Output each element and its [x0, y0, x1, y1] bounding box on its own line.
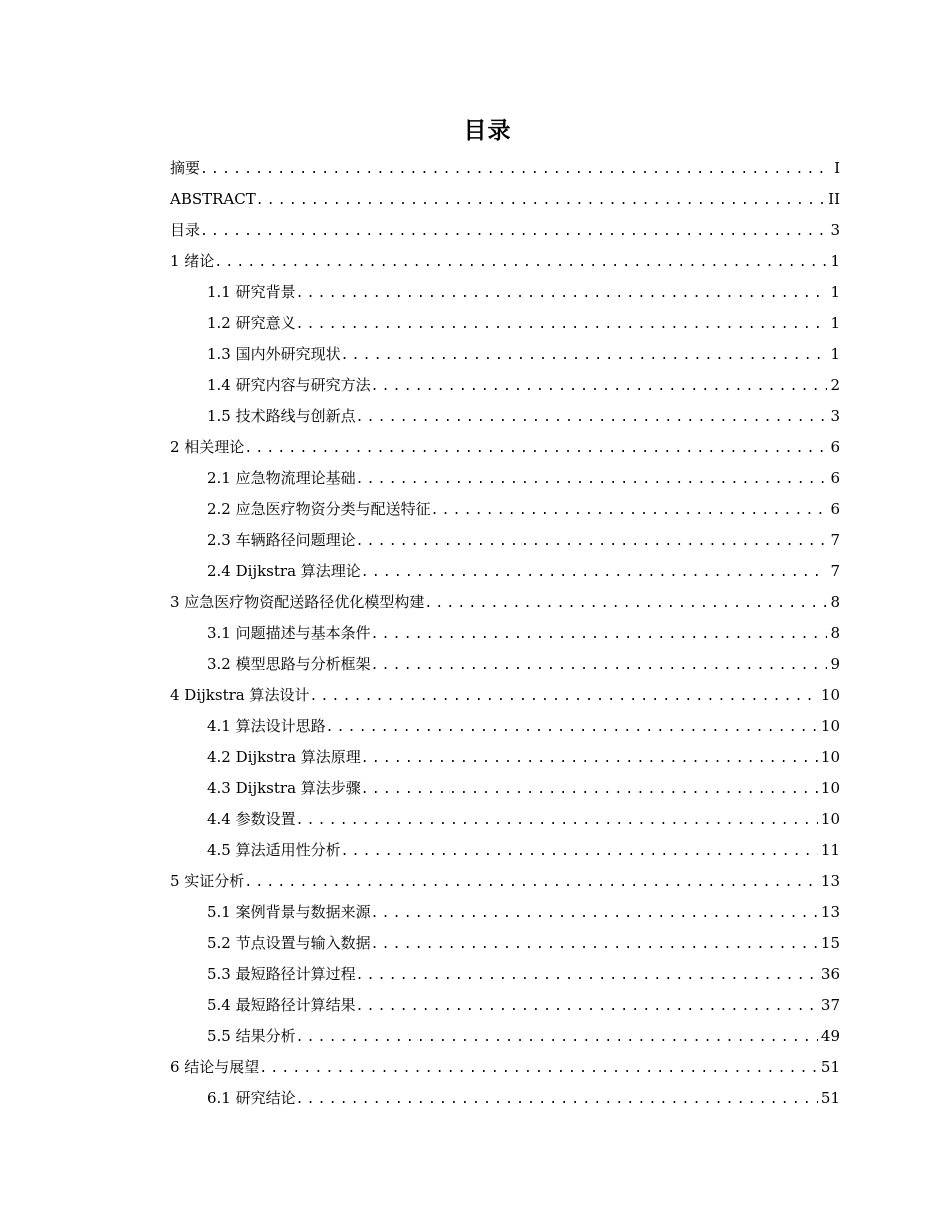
- toc-entry[interactable]: [170, 432, 840, 463]
- toc-entry[interactable]: [170, 959, 840, 990]
- toc-entry-label: 目录: [170, 221, 201, 239]
- dot-leader: [200, 216, 827, 247]
- toc-entry-page-number: 36: [820, 965, 840, 983]
- dot-leader: [371, 619, 828, 650]
- toc-entry-label: 摘要: [170, 159, 201, 177]
- toc-entry-page-number: 13: [820, 903, 840, 921]
- toc-entry-page-number: 3: [830, 221, 840, 239]
- toc-entry-label: 3.2 模型思路与分析框架: [207, 655, 371, 673]
- toc-entry[interactable]: [170, 990, 840, 1021]
- toc-entry[interactable]: [170, 866, 840, 897]
- toc-entry-page-number: 6: [830, 500, 840, 518]
- dot-leader: [361, 557, 828, 588]
- toc-entry-label: 5.4 最短路径计算结果: [207, 996, 356, 1014]
- toc-entry-label: 1.5 技术路线与创新点: [207, 407, 356, 425]
- toc-entry[interactable]: [170, 680, 840, 711]
- toc-entry[interactable]: [170, 1052, 840, 1083]
- dot-leader: [326, 712, 818, 743]
- toc-entry-page-number: 10: [820, 748, 840, 766]
- dot-leader: [296, 309, 828, 340]
- toc-entry-page-number: 10: [820, 717, 840, 735]
- toc-entry-label: 4 Dijkstra 算法设计: [170, 686, 310, 704]
- toc-entry-label: 4.3 Dijkstra 算法步骤: [207, 779, 361, 797]
- toc-entry-page-number: 7: [830, 531, 840, 549]
- dot-leader: [259, 1053, 818, 1084]
- toc-entry-page-number: 15: [820, 934, 840, 952]
- toc-entry-label: 5.1 案例背景与数据来源: [207, 903, 371, 921]
- dot-leader: [214, 247, 827, 278]
- toc-entry-label: 1.1 研究背景: [207, 283, 296, 301]
- toc-entry-page-number: 7: [830, 562, 840, 580]
- dot-leader: [296, 278, 828, 309]
- toc-entry-page-number: 51: [820, 1089, 840, 1107]
- toc-entry-page-number: 10: [820, 779, 840, 797]
- dot-leader: [341, 836, 818, 867]
- dot-leader: [296, 1022, 818, 1053]
- toc-entry-page-number: 8: [830, 593, 840, 611]
- toc-entry-label: 4.1 算法设计思路: [207, 717, 326, 735]
- toc-entry[interactable]: [170, 494, 840, 525]
- toc-entry-label: 4.2 Dijkstra 算法原理: [207, 748, 361, 766]
- table-of-contents: [170, 153, 840, 1114]
- toc-entry-label: 6.1 研究结论: [207, 1089, 296, 1107]
- toc-entry-page-number: 49: [820, 1027, 840, 1045]
- dot-leader: [296, 1084, 818, 1115]
- toc-entry[interactable]: [170, 1021, 840, 1052]
- toc-entry-label: 1.4 研究内容与研究方法: [207, 376, 371, 394]
- toc-entry-page-number: 1: [830, 283, 840, 301]
- toc-entry-label: 2.2 应急医疗物资分类与配送特征: [207, 500, 431, 518]
- toc-entry[interactable]: [170, 463, 840, 494]
- toc-entry[interactable]: [170, 649, 840, 680]
- toc-entry-page-number: II: [828, 190, 840, 208]
- toc-entry-page-number: 11: [820, 841, 840, 859]
- toc-entry[interactable]: [170, 897, 840, 928]
- toc-entry[interactable]: [170, 277, 840, 308]
- toc-entry[interactable]: [170, 928, 840, 959]
- toc-entry-label: 3 应急医疗物资配送路径优化模型构建: [170, 593, 425, 611]
- toc-entry[interactable]: [170, 525, 840, 556]
- toc-entry-label: 4.4 参数设置: [207, 810, 296, 828]
- dot-leader: [341, 340, 828, 371]
- dot-leader: [256, 185, 825, 216]
- toc-entry[interactable]: [170, 339, 840, 370]
- toc-entry-page-number: 13: [820, 872, 840, 890]
- toc-entry[interactable]: [170, 215, 840, 246]
- toc-entry-label: 2.1 应急物流理论基础: [207, 469, 356, 487]
- toc-entry-label: 5.3 最短路径计算过程: [207, 965, 356, 983]
- toc-entry[interactable]: [170, 556, 840, 587]
- toc-entry-label: 6 结论与展望: [170, 1058, 260, 1076]
- toc-entry-page-number: 10: [820, 810, 840, 828]
- dot-leader: [200, 154, 831, 185]
- toc-entry-label: 2.3 车辆路径问题理论: [207, 531, 356, 549]
- dot-leader: [356, 526, 828, 557]
- dot-leader: [361, 774, 818, 805]
- toc-entry-page-number: 1: [830, 314, 840, 332]
- dot-leader: [371, 371, 828, 402]
- dot-leader: [356, 960, 818, 991]
- dot-leader: [371, 898, 818, 929]
- dot-leader: [309, 681, 817, 712]
- toc-entry-label: ABSTRACT: [170, 190, 256, 208]
- dot-leader: [424, 588, 827, 619]
- dot-leader: [356, 464, 828, 495]
- dot-leader: [371, 650, 828, 681]
- toc-entry[interactable]: [170, 773, 840, 804]
- toc-entry-label: 4.5 算法适用性分析: [207, 841, 341, 859]
- toc-entry-page-number: 51: [820, 1058, 840, 1076]
- dot-leader: [371, 929, 818, 960]
- toc-entry[interactable]: [170, 1083, 840, 1114]
- toc-entry-label: 2 相关理论: [170, 438, 245, 456]
- toc-entry-label: 1.3 国内外研究现状: [207, 345, 341, 363]
- toc-entry-label: 5.5 结果分析: [207, 1027, 296, 1045]
- toc-entry[interactable]: [170, 370, 840, 401]
- toc-entry-page-number: 3: [830, 407, 840, 425]
- toc-entry-page-number: 10: [820, 686, 840, 704]
- dot-leader: [244, 867, 818, 898]
- toc-entry-page-number: 9: [830, 655, 840, 673]
- toc-entry-page-number: 37: [820, 996, 840, 1014]
- toc-entry-label: 1.2 研究意义: [207, 314, 296, 332]
- toc-entry[interactable]: [170, 401, 840, 432]
- page-title: 目录: [463, 118, 512, 144]
- toc-entry-page-number: 1: [830, 345, 840, 363]
- toc-entry-page-number: 6: [830, 438, 840, 456]
- dot-leader: [296, 805, 818, 836]
- toc-entry-label: 2.4 Dijkstra 算法理论: [207, 562, 361, 580]
- toc-entry[interactable]: [170, 153, 840, 184]
- toc-entry[interactable]: [170, 587, 840, 618]
- toc-entry-label: 1 绪论: [170, 252, 215, 270]
- toc-entry[interactable]: [170, 618, 840, 649]
- dot-leader: [431, 495, 828, 526]
- dot-leader: [356, 991, 818, 1022]
- toc-entry[interactable]: [170, 711, 840, 742]
- toc-entry-label: 3.1 问题描述与基本条件: [207, 624, 371, 642]
- dot-leader: [244, 433, 827, 464]
- toc-entry-page-number: 1: [830, 252, 840, 270]
- toc-entry-page-number: 2: [830, 376, 840, 394]
- toc-entry[interactable]: [170, 184, 840, 215]
- toc-entry-page-number: 6: [830, 469, 840, 487]
- toc-entry-page-number: 8: [830, 624, 840, 642]
- toc-entry-label: 5.2 节点设置与输入数据: [207, 934, 371, 952]
- dot-leader: [356, 402, 828, 433]
- toc-entry[interactable]: [170, 742, 840, 773]
- toc-entry[interactable]: [170, 835, 840, 866]
- toc-entry-page-number: I: [834, 159, 840, 177]
- toc-entry-label: 5 实证分析: [170, 872, 245, 890]
- toc-entry[interactable]: [170, 308, 840, 339]
- toc-entry[interactable]: [170, 804, 840, 835]
- dot-leader: [361, 743, 818, 774]
- toc-entry[interactable]: [170, 246, 840, 277]
